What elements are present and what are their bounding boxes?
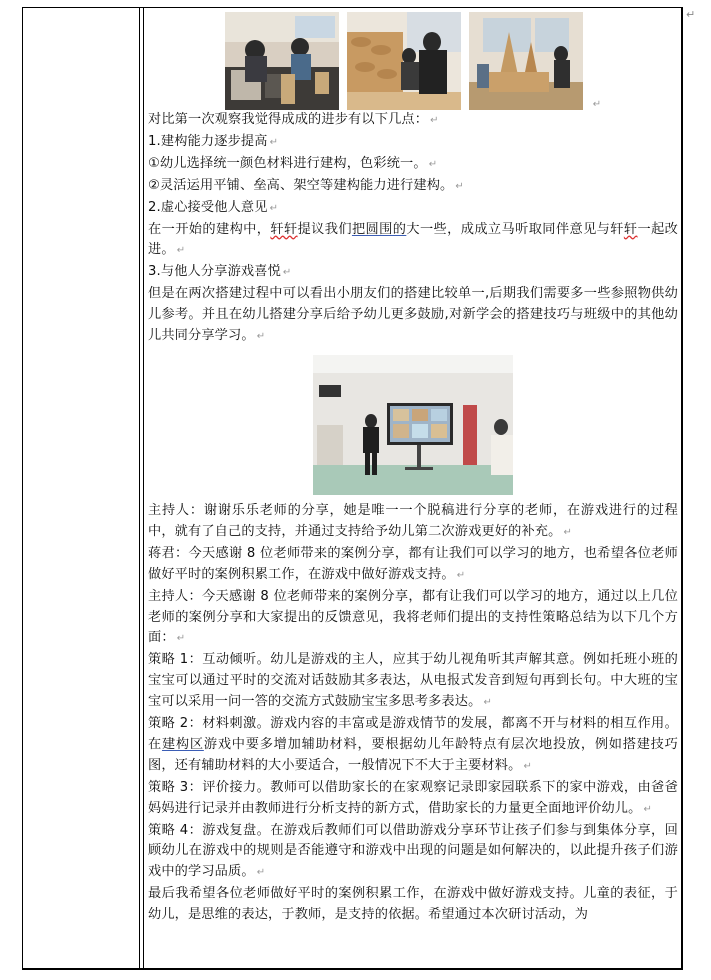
photo-teacher-presentation: [313, 355, 513, 495]
table-column-divider-inner: [143, 7, 144, 970]
photo-children-building-1: [225, 12, 339, 110]
point-2-body: 在一开始的建构中，轩轩提议我们把圆围的大一些，成成立马听取同伴意见与轩轩一起改进。 ↵: [148, 221, 679, 258]
table-cell-content: [148, 12, 678, 926]
table-bottom-border: [22, 968, 683, 969]
strategy-3: 策略 3：评价接力。教师可以借助家长的在家观察记录即家园联系下的家中游戏，由爸爸妈妈进行记录并由教师进行分析支持的新方式，借助家长的力量更全面地评价幼儿。 ↵: [148, 779, 678, 816]
discussion-text: [148, 501, 678, 926]
photo-children-building-2: [347, 12, 461, 110]
point-2-title: 2.虚心接受他人意见 ↵: [148, 199, 279, 215]
paragraph-mark-icon: ↵: [592, 99, 602, 110]
reflection-text: [148, 110, 678, 348]
point-1-a: ①幼儿选择统一颜色材料进行建构，色彩统一。 ↵: [148, 155, 438, 171]
strategy-1: 策略 1：互动倾听。幼儿是游戏的主人，应其于幼儿视角听其声解其意。例如托班小班的宝宝可以通过平时的交流对话鼓励其多表达，从电报式发音到短句再到长句。中大班的宝宝可以采用一问一答的交流方式鼓励宝宝多思考多表达。 ↵: [148, 652, 678, 710]
strategy-4: 策略 4：游戏复盘。在游戏后教师们可以借助游戏分享环节让孩子们参与到集体分享，回顾幼儿在游戏中的规则是否能遵守和游戏中出现的问题是如何解决的，以此提升孩子们游戏中的学习品质。 ↵: [148, 822, 678, 880]
point-1-b: ②灵活运用平铺、垒高、架空等建构能力进行建构。 ↵: [148, 177, 464, 193]
table-right-border: [681, 7, 682, 970]
point-3-body: 但是在两次搭建过程中可以看出小朋友们的搭建比较单一,后期我们需要多一些参照物供幼儿参考。并且在幼儿搭建分享后给予幼儿更多鼓励,对新学会的搭建技巧与班级中的其他幼儿共同分享学习。 ↵: [148, 286, 678, 344]
paragraph-mark-icon: ↵: [686, 8, 696, 21]
host-remark-1: 主持人：谢谢乐乐老师的分享，她是唯一一个脱稿进行分享的老师，在游戏进行的过程中，就有了自己的支持，并通过支持给予幼儿第二次游戏更好的补充。 ↵: [148, 502, 678, 539]
host-remark-2: 主持人：今天感谢 8 位老师带来的案例分享，都有让我们可以学习的地方，通过以上几位老师的案例分享和大家提出的反馈意见，我将老师们提出的支持性策略总结为以下几个方面： ↵: [148, 588, 678, 646]
closing-remark: 最后我希望各位老师做好平时的案例积累工作，在游戏中做好游戏支持。儿童的表征，于幼儿，是思维的表达，于教师，是支持的依据。希望通过本次研讨活动，为: [148, 886, 678, 923]
table-column-divider: [139, 7, 140, 970]
strategy-2: 策略 2：材料刺激。游戏内容的丰富或是游戏情节的发展，都离不开与材料的相互作用。在建构区游戏中要多增加辅助材料，要根据幼儿年龄特点有层次地投放，例如搭建技巧图，还有辅助材料的大小要适合，一般情况下不大于主要材料。 ↵: [148, 716, 678, 773]
point-3-title: 3.与他人分享游戏喜悦 ↵: [148, 264, 292, 280]
point-1-title: 1.建构能力逐步提高 ↵: [148, 133, 279, 149]
photo-row: [148, 12, 678, 110]
reflection-intro: 对比第一次观察我觉得成成的进步有以下几点： ↵: [148, 112, 439, 127]
jiang-remark: 蒋君：今天感谢 8 位老师带来的案例分享，都有让我们可以学习的地方，也希望各位老师做好平时的案例积累工作，在游戏中做好游戏支持。 ↵: [148, 545, 678, 582]
photo-children-building-3: [469, 12, 583, 110]
